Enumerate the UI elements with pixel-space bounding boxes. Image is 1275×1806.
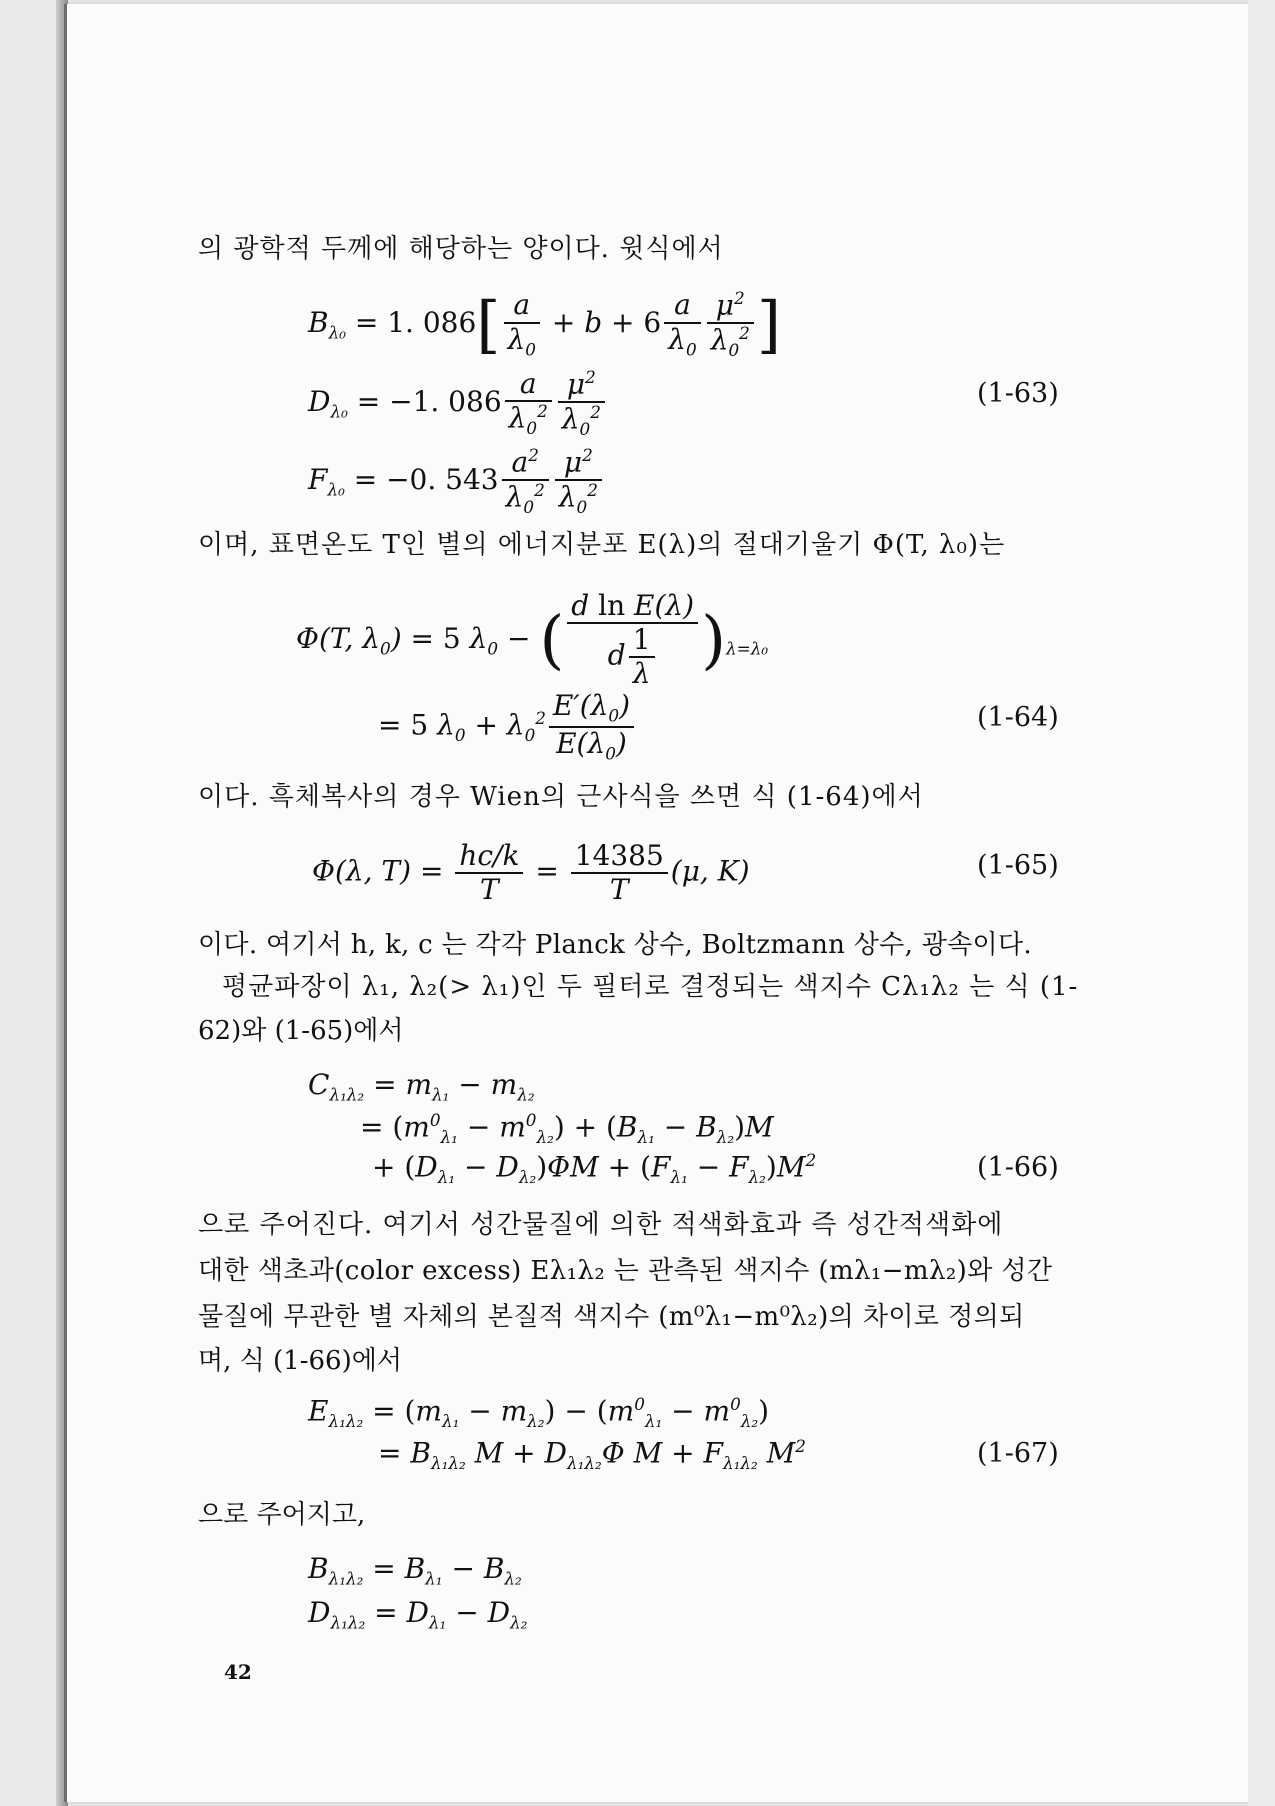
paragraph-constants: 이다. 여기서 h, k, c 는 각각 Planck 상수, Boltzmann 상수, 광속이다. (198, 930, 1032, 960)
page-number: 42 (224, 1660, 252, 1684)
equation-color-index-2: = $(m^0_{\lambda_1} - m^0_{\lambda_2}) + (B_{\lambda_1} - B_{\lambda_2})M$ (360, 1110, 774, 1147)
equation-number-1-65: (1-65) (977, 850, 1059, 881)
equation-color-excess-1: $E_{\lambda_1\lambda_2} = (m_{\lambda_1} - m_{\lambda_2}) - (m^0_{\lambda_1} - m^0_{\lambda_2})$ (308, 1394, 770, 1431)
equation-D-diff: $D_{\lambda_1\lambda_2} = D_{\lambda_1} - D_{\lambda_2}$ (308, 1596, 528, 1633)
wien-constant: 14385 (571, 840, 668, 874)
wien-units: (μ, K) (670, 854, 750, 888)
coef-F: −0. 543 (386, 462, 499, 496)
equation-B-lambda0: $B_{\lambda_0} = 1$. 086[ $\frac{a}{\lambda_0}$ + b + 6 $\frac{a}{\lambda_0}$ $\frac{\mu^2}{\lambda_0^2}$ ] (308, 288, 782, 361)
equation-number-1-67: (1-67) (977, 1438, 1059, 1469)
equation-F-lambda0: $F_{\lambda_0} = -0$. 543 $\frac{a^2}{\lambda_0^2}$ $\frac{\mu^2}{\lambda_0^2}$ (308, 446, 605, 517)
equation-color-index-1: $C_{\lambda_1\lambda_2} = m_{\lambda_1} - m_{\lambda_2}$ (308, 1068, 535, 1105)
equation-phi-definition: Φ(T, $\lambda_0) = 5$ $\lambda_0$ − ( d ln E(λ) d $\frac{1}{\lambda}$ )$_{\lambda=\lambda_0}$ (296, 589, 769, 691)
right-margin-strip (1248, 0, 1275, 1806)
coef-B: 1. 086 (387, 306, 477, 339)
paragraph-intro: 의 광학적 두께에 해당하는 양이다. 윗식에서 (198, 234, 724, 264)
paragraph-color-index-line1: 평균파장이 λ₁, λ₂(> λ₁)인 두 필터로 결정되는 색지수 Cλ₁λ₂ 는 식 (1- (222, 972, 1079, 1002)
paragraph-given: 으로 주어지고, (198, 1500, 366, 1530)
equation-phi-wien: Φ(λ, T) = $\frac{hc/k}{T}$ = $\frac{14385}{T}$ (μ, K) (312, 839, 750, 907)
equation-color-excess-2: = $B_{\lambda_1\lambda_2}$ $M + D_{\lambda_1\lambda_2}\Phi$ $M + F_{\lambda_1\lambda_2}$ $M^2$ (378, 1436, 806, 1473)
coef-D: −1. 086 (389, 384, 502, 418)
equation-number-1-64: (1-64) (977, 702, 1059, 733)
equation-phi-expanded: = 5 $\lambda_0 + \lambda_0^2$ $\frac{E'(\lambda_0)}{E(\lambda_0)}$ (378, 690, 637, 764)
equation-D-lambda0: $D_{\lambda_0} = -1$. 086 $\frac{a}{\lambda_0^2}$ $\frac{\mu^2}{\lambda_0^2}$ (308, 368, 608, 439)
paragraph-color-excess-line4: 며, 식 (1-66)에서 (198, 1346, 402, 1376)
paragraph-wien: 이다. 흑체복사의 경우 Wien의 근사식을 쓰면 식 (1-64)에서 (198, 782, 924, 812)
paragraph-color-excess-line2: 대한 색초과(color excess) Eλ₁λ₂ 는 관측된 색지수 (mλ₁−mλ₂)와 성간 (198, 1256, 1053, 1286)
equation-number-1-63: (1-63) (977, 378, 1059, 409)
paragraph-color-excess-line1: 으로 주어진다. 여기서 성간물질에 의한 적색화효과 즉 성간적색화에 (198, 1210, 1004, 1240)
paragraph-color-excess-line3: 물질에 무관한 별 자체의 본질적 색지수 (m⁰λ₁−m⁰λ₂)의 차이로 정의되 (198, 1302, 1025, 1332)
equation-number-1-66: (1-66) (977, 1152, 1059, 1183)
paragraph-color-index-line2: 62)와 (1-65)에서 (198, 1016, 404, 1046)
equation-color-index-3: + $(D_{\lambda_1} - D_{\lambda_2})\Phi M + (F_{\lambda_1} - F_{\lambda_2})M^2$ (372, 1150, 817, 1187)
equation-B-diff: $B_{\lambda_1\lambda_2} = B_{\lambda_1} - B_{\lambda_2}$ (308, 1552, 522, 1589)
paragraph-surface-temperature: 이며, 표면온도 T인 별의 에너지분포 E(λ)의 절대기울기 Φ(T, λ₀)는 (198, 530, 1006, 560)
